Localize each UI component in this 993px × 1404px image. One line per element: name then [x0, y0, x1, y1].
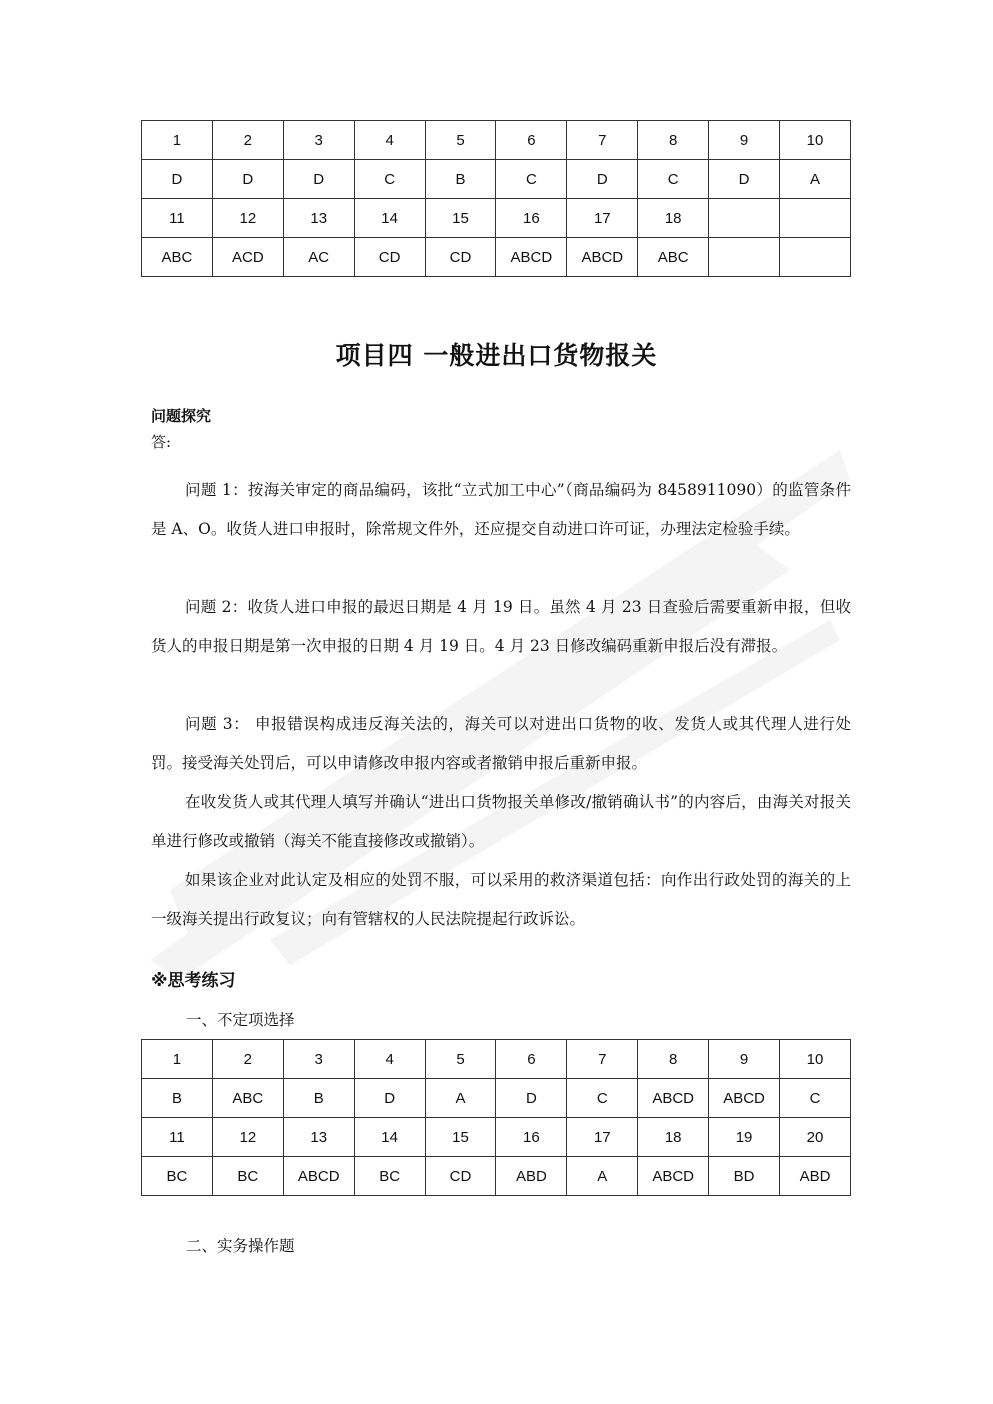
- table-cell: ABCD: [283, 1157, 354, 1196]
- table-cell: 10: [780, 1040, 851, 1079]
- table-cell: [780, 199, 851, 238]
- table-cell: C: [780, 1079, 851, 1118]
- table-cell: A: [425, 1079, 496, 1118]
- table-cell: D: [212, 160, 283, 199]
- table-cell: 18: [638, 1118, 709, 1157]
- table-row: [142, 1079, 851, 1118]
- table-cell: 8: [638, 121, 709, 160]
- table-cell: 18: [638, 199, 709, 238]
- table-cell: 1: [142, 121, 213, 160]
- table-cell: B: [142, 1079, 213, 1118]
- table-cell: 2: [212, 1040, 283, 1079]
- table-cell: 12: [212, 199, 283, 238]
- table-cell: 13: [283, 1118, 354, 1157]
- table-cell: ABCD: [638, 1157, 709, 1196]
- table-cell: CD: [354, 238, 425, 277]
- paragraph-remedy: 如果该企业对此认定及相应的处罚不服，可以采用的救济渠道包括：向作出行政处罚的海关的上一级海关提出行政复议；向有管辖权的人民法院提起行政诉讼。: [151, 870, 851, 928]
- table-cell: AC: [283, 238, 354, 277]
- table-cell: BC: [142, 1157, 213, 1196]
- table-cell: 3: [283, 1040, 354, 1079]
- answer-table-1: [141, 120, 851, 277]
- table-cell: BC: [212, 1157, 283, 1196]
- table-cell: 15: [425, 1118, 496, 1157]
- paragraph-question-2: 问题 2：收货人进口申报的最迟日期是 4 月 19 日。虽然 4 月 23 日查验后需要重新申报，但收货人的申报日期是第一次申报的日期 4 月 19 日。4 月 23 日修改编码重新申报后没有滞报。: [151, 597, 851, 655]
- table-cell: 19: [709, 1118, 780, 1157]
- table-cell: ABCD: [496, 238, 567, 277]
- paragraph-question-3-cont: 在收发货人或其代理人填写并确认“进出口货物报关单修改/撤销确认书”的内容后，由海关对报关单进行修改或撤销（海关不能直接修改或撤销）。: [151, 792, 851, 850]
- paragraph-question-3: 问题 3： 申报错误构成违反海关法的，海关可以对进出口货物的收、发货人或其代理人进行处罚。接受海关处罚后，可以申请修改申报内容或者撤销申报后重新申报。: [151, 714, 851, 772]
- table-cell: D: [354, 1079, 425, 1118]
- table-cell: 1: [142, 1040, 213, 1079]
- table-cell: 13: [283, 199, 354, 238]
- table-cell: ABCD: [709, 1079, 780, 1118]
- table-cell: [709, 199, 780, 238]
- answer-table-2: [141, 1039, 851, 1196]
- paragraph-question-1: 问题 1：按海关审定的商品编码，该批“立式加工中心”（商品编码为 8458911090）的监管条件是 A、O。收货人进口申报时，除常规文件外，还应提交自动进口许可证，办理法定检验手续。: [151, 480, 851, 538]
- table-cell: 11: [142, 1118, 213, 1157]
- table-cell: B: [283, 1079, 354, 1118]
- table-cell: ABC: [638, 238, 709, 277]
- table-cell: 5: [425, 1040, 496, 1079]
- table-row: [142, 1040, 851, 1079]
- table-cell: D: [567, 160, 638, 199]
- table-cell: 14: [354, 1118, 425, 1157]
- table-cell: 10: [780, 121, 851, 160]
- table-row: [142, 1118, 851, 1157]
- table-cell: 5: [425, 121, 496, 160]
- table-cell: 16: [496, 199, 567, 238]
- table-cell: A: [567, 1157, 638, 1196]
- subheading-practical: 二、实务操作题: [186, 1237, 295, 1255]
- table-cell: CD: [425, 238, 496, 277]
- table-cell: ABD: [780, 1157, 851, 1196]
- table-cell: ABCD: [567, 238, 638, 277]
- table-cell: 6: [496, 121, 567, 160]
- table-cell: 17: [567, 199, 638, 238]
- answer-label: 答:: [151, 433, 172, 451]
- table-row: [142, 121, 851, 160]
- table-row: [142, 238, 851, 277]
- table-cell: B: [425, 160, 496, 199]
- answer-table-1-body: [142, 121, 851, 277]
- table-cell: ABC: [212, 1079, 283, 1118]
- table-cell: 7: [567, 1040, 638, 1079]
- table-cell: 15: [425, 199, 496, 238]
- table-cell: 2: [212, 121, 283, 160]
- table-cell: 7: [567, 121, 638, 160]
- table-cell: BC: [354, 1157, 425, 1196]
- table-cell: [780, 238, 851, 277]
- table-cell: 9: [709, 121, 780, 160]
- table-row: [142, 160, 851, 199]
- table-cell: 16: [496, 1118, 567, 1157]
- table-cell: BD: [709, 1157, 780, 1196]
- table-cell: C: [354, 160, 425, 199]
- table-cell: CD: [425, 1157, 496, 1196]
- table-cell: 9: [709, 1040, 780, 1079]
- subheading-multiple-choice: 一、不定项选择: [186, 1011, 295, 1029]
- table-cell: ABCD: [638, 1079, 709, 1118]
- table-cell: ABC: [142, 238, 213, 277]
- table-cell: ACD: [212, 238, 283, 277]
- answer-table-2-body: [142, 1040, 851, 1196]
- table-cell: 4: [354, 1040, 425, 1079]
- table-cell: 14: [354, 199, 425, 238]
- table-cell: A: [780, 160, 851, 199]
- table-cell: C: [638, 160, 709, 199]
- table-row: [142, 1157, 851, 1196]
- table-cell: 3: [283, 121, 354, 160]
- practice-heading: ※思考练习: [151, 971, 236, 991]
- table-cell: 11: [142, 199, 213, 238]
- table-row: [142, 199, 851, 238]
- table-cell: 17: [567, 1118, 638, 1157]
- table-cell: 12: [212, 1118, 283, 1157]
- table-cell: D: [496, 1079, 567, 1118]
- section-heading: 问题探究: [151, 407, 212, 425]
- table-cell: 8: [638, 1040, 709, 1079]
- table-cell: 6: [496, 1040, 567, 1079]
- table-cell: D: [142, 160, 213, 199]
- table-cell: 4: [354, 121, 425, 160]
- table-cell: C: [567, 1079, 638, 1118]
- table-cell: D: [283, 160, 354, 199]
- table-cell: 20: [780, 1118, 851, 1157]
- chapter-title: 项目四 一般进出口货物报关: [335, 341, 658, 370]
- table-cell: ABD: [496, 1157, 567, 1196]
- table-cell: D: [709, 160, 780, 199]
- table-cell: [709, 238, 780, 277]
- table-cell: C: [496, 160, 567, 199]
